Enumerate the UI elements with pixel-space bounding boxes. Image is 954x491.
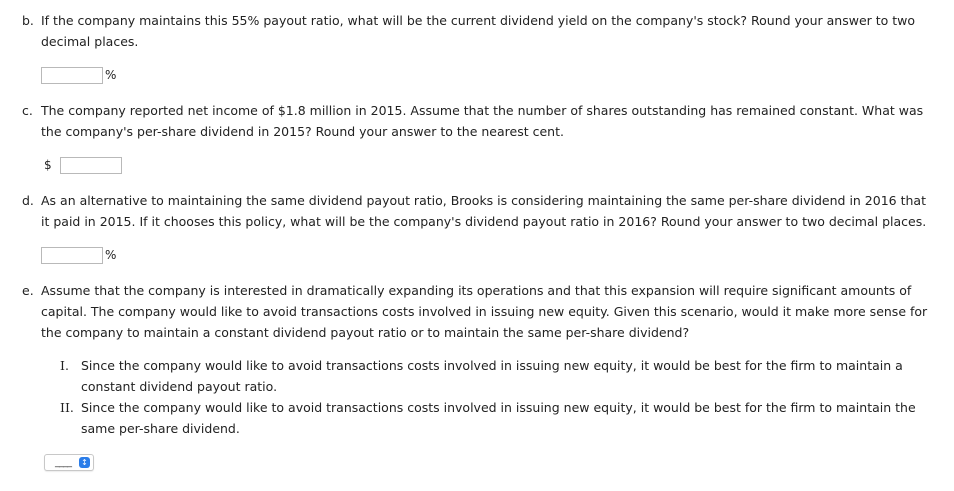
answer-c-currency: $: [44, 158, 52, 172]
question-b-text: If the company maintains this 55% payout ratio, what will be the current dividend yield on the company's stock? Round your answer to two decimal places.: [41, 13, 916, 49]
up-down-chevron-icon: ↕: [79, 457, 90, 468]
answer-b-row: [41, 65, 116, 85]
question-d-label: d.: [22, 193, 34, 208]
answer-e-select[interactable]: [44, 454, 94, 471]
question-e-text: Assume that the company is interested in dramatically expanding its operations and that this expansion will require significant amounts of capital. The company would like to avoid transactions costs involved in issuing new equity. Given this scenario, would it make more sense for the company to maintain a constant dividend payout ratio or to maintain the same per-share dividend?: [41, 283, 928, 340]
answer-d-row: [41, 245, 116, 265]
answer-b-unit: %: [105, 68, 117, 82]
question-d-text: As an alternative to maintaining the same dividend payout ratio, Brooks is considering maintaining the same per-share dividend in 2016 that it paid in 2015. If it chooses this policy, what will be the company's dividend payout ratio in 2016? Round your answer to two decimal places.: [41, 193, 927, 229]
option-number: II.: [60, 400, 74, 415]
question-c-label: c.: [22, 103, 33, 118]
answer-b-input[interactable]: [41, 67, 103, 84]
option-item: [60, 355, 940, 397]
option-text: Since the company would like to avoid transactions costs involved in issuing new equity, it would be best for the firm to maintain the same per-share dividend.: [81, 400, 916, 436]
question-e-options: [60, 355, 940, 439]
question-c: [22, 100, 937, 142]
question-e-label: e.: [22, 283, 34, 298]
answer-c-row: [41, 155, 122, 175]
option-number: I.: [60, 358, 69, 373]
question-b: [22, 10, 937, 52]
option-text: Since the company would like to avoid transactions costs involved in issuing new equity, it would be best for the firm to maintain a constant dividend payout ratio.: [81, 358, 903, 394]
question-d: [22, 190, 937, 232]
question-c-text: The company reported net income of $1.8 million in 2015. Assume that the number of shares outstanding has remained constant. What was the company's per-share dividend in 2015? Round your answer to the nearest cent.: [41, 103, 924, 139]
answer-c-input[interactable]: [60, 157, 122, 174]
answer-d-input[interactable]: [41, 247, 103, 264]
option-item: [60, 397, 940, 439]
answer-e-select-value: ____: [55, 457, 71, 468]
question-e: [22, 280, 937, 343]
answer-d-unit: %: [105, 248, 117, 262]
question-b-label: b.: [22, 13, 34, 28]
